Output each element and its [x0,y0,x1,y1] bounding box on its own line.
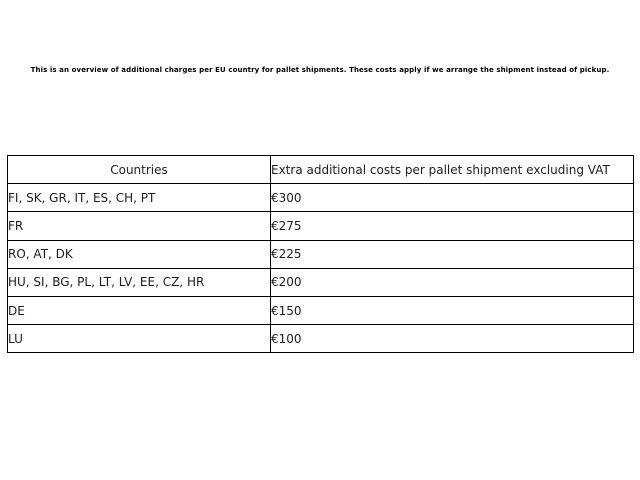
table-row [8,296,634,324]
cost-cell: €200 [271,268,634,296]
countries-cell: LU [8,325,271,353]
table-row [8,212,634,240]
countries-cell: FR [8,212,271,240]
charges-table [7,155,634,353]
cost-cell: €300 [271,184,634,212]
cost-cell: €150 [271,296,634,324]
table-row [8,268,634,296]
cost-cell: €100 [271,325,634,353]
charges-table-container [7,155,634,353]
table-row [8,184,634,212]
countries-cell: RO, AT, DK [8,240,271,268]
table-row [8,325,634,353]
cost-cell: €225 [271,240,634,268]
cost-column-header: Extra additional costs per pallet shipment excluding VAT [271,156,634,184]
cost-cell: €275 [271,212,634,240]
table-header-row [8,156,634,184]
countries-cell: HU, SI, BG, PL, LT, LV, EE, CZ, HR [8,268,271,296]
table-row [8,240,634,268]
countries-column-header: Countries [8,156,271,184]
countries-cell: DE [8,296,271,324]
countries-cell: FI, SK, GR, IT, ES, CH, PT [8,184,271,212]
intro-text: This is an overview of additional charges per EU country for pallet shipments. These costs apply if we arrange the shipment instead of pickup. [30,66,610,74]
table-body [8,184,634,353]
